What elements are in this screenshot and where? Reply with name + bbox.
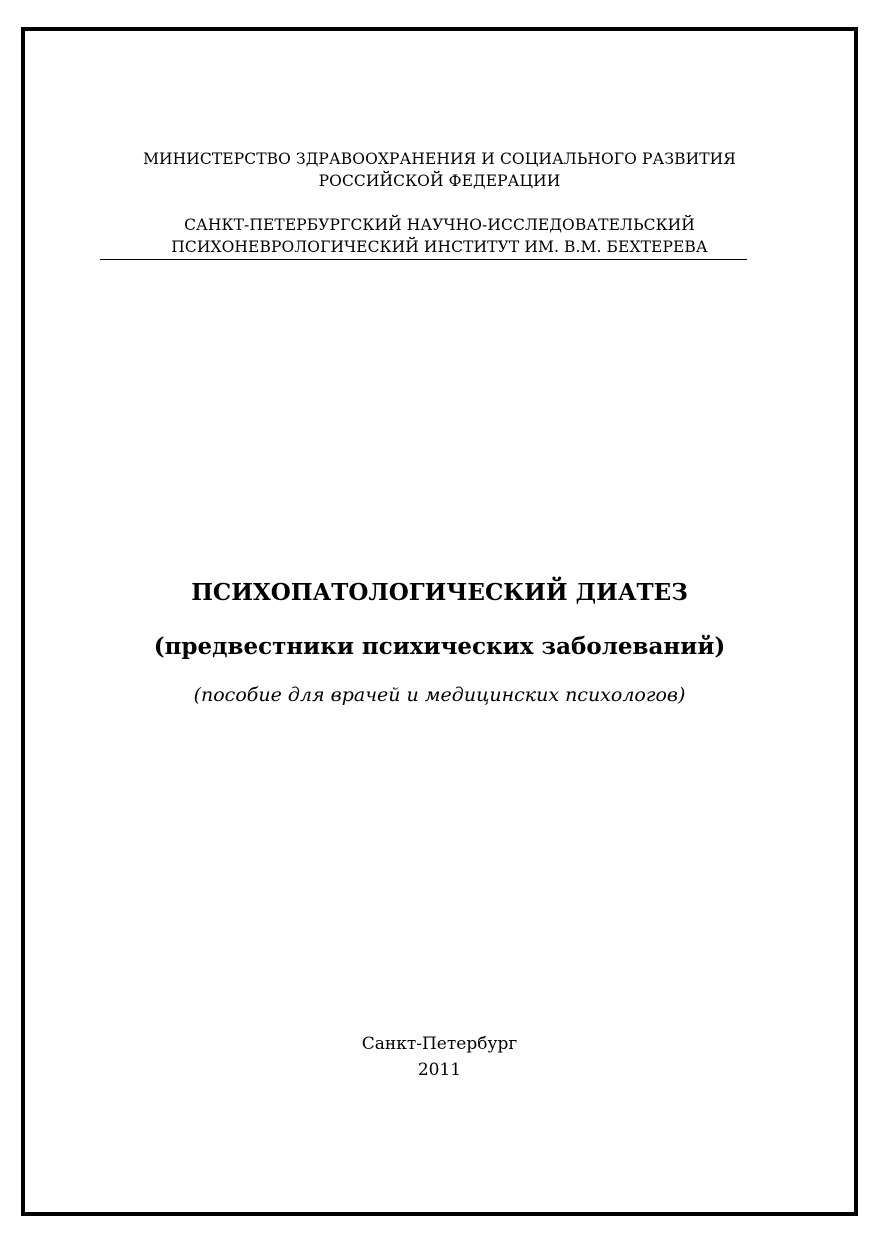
ministry-heading: [25, 148, 854, 192]
imprint-block: [25, 1031, 854, 1083]
document-audience: (пособие для врачей и медицинских психологов): [193, 684, 686, 706]
imprint-year: 2011: [417, 1060, 462, 1080]
institute-heading: [25, 214, 854, 258]
imprint-city: Санкт-Петербург: [361, 1034, 518, 1054]
ministry-line-2: РОССИЙСКОЙ ФЕДЕРАЦИИ: [318, 172, 561, 190]
ministry-line-1: МИНИСТЕРСТВО ЗДРАВООХРАНЕНИЯ И СОЦИАЛЬНОГО РАЗВИТИЯ: [143, 150, 736, 168]
header-divider: [100, 259, 747, 260]
document-title: ПСИХОПАТОЛОГИЧЕСКИЙ ДИАТЕЗ: [191, 579, 688, 606]
institute-line-1: САНКТ-ПЕТЕРБУРГСКИЙ НАУЧНО-ИССЛЕДОВАТЕЛЬСКИЙ: [184, 216, 695, 234]
page-frame: [21, 27, 858, 1216]
document-subtitle: (предвестники психических заболеваний): [153, 633, 726, 660]
institute-line-2: ПСИХОНЕВРОЛОГИЧЕСКИЙ ИНСТИТУТ ИМ. В.М. БЕХТЕРЕВА: [171, 238, 708, 256]
